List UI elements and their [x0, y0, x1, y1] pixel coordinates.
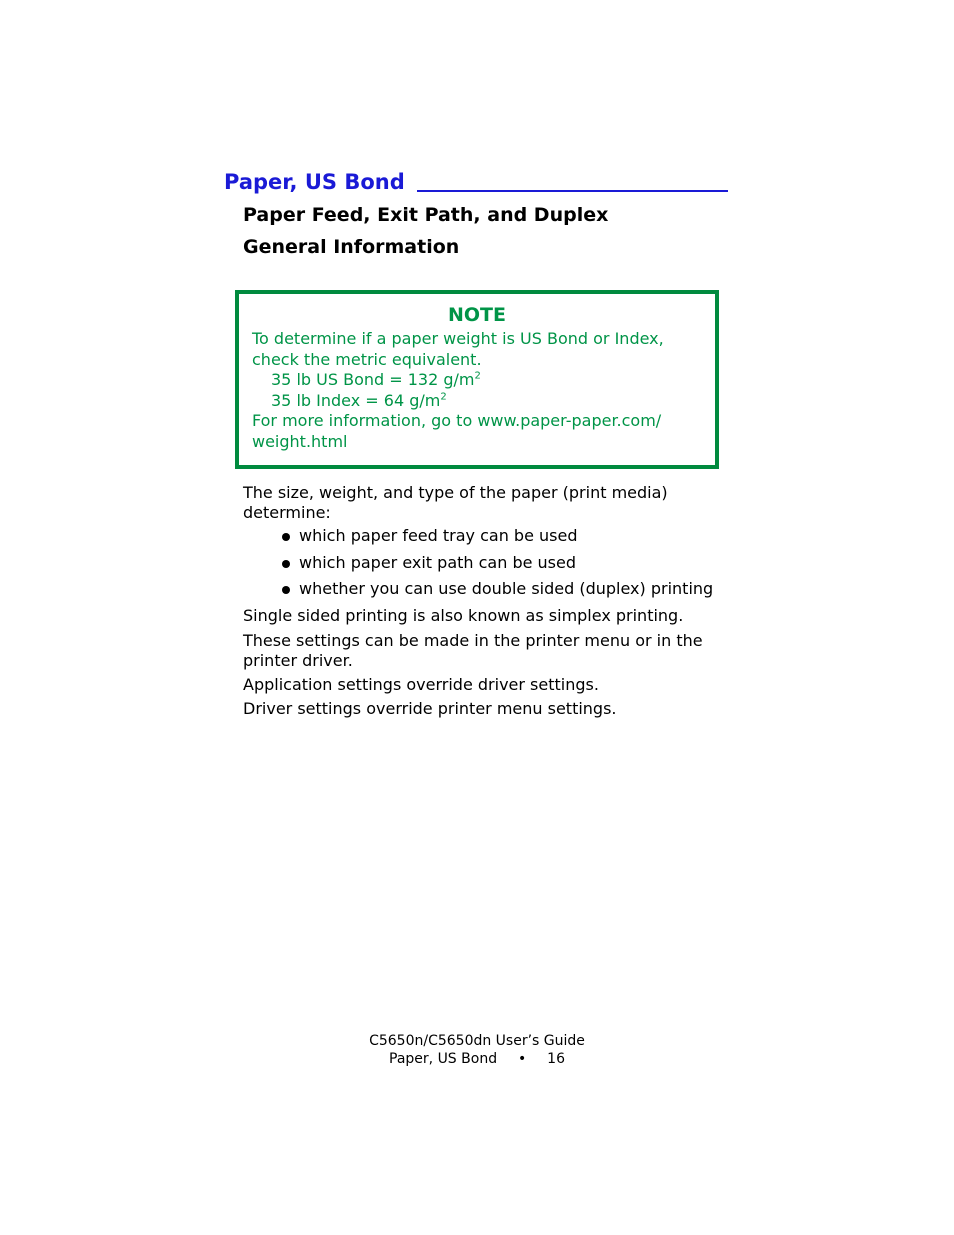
- simplex-paragraph: Single sided printing is also known as simplex printing.: [243, 606, 684, 625]
- note-box: [235, 290, 719, 469]
- settings-line: printer driver.: [243, 650, 353, 670]
- list-item-text: which paper exit path can be used: [299, 553, 577, 572]
- title-rule: [417, 190, 728, 192]
- note-line: check the metric equivalent.: [252, 349, 482, 369]
- note-more-info-link: weight.html: [252, 431, 348, 451]
- footer-section: Paper, US Bond: [389, 1050, 498, 1067]
- footer: [0, 1033, 954, 1068]
- index-equivalent-text: 35 lb Index = 64 g/m: [271, 390, 441, 410]
- superscript: 2: [474, 370, 481, 382]
- note-index-equivalent: [252, 391, 715, 412]
- driver-override-paragraph: Driver settings override printer menu settings.: [243, 699, 617, 718]
- footer-guide-name: C5650n/C5650dn User’s Guide: [369, 1033, 585, 1049]
- intro-paragraph: [243, 483, 668, 522]
- note-more-info: For more information, go to www.paper-paper.com/: [252, 411, 662, 430]
- note-bond-equivalent: [252, 370, 715, 391]
- bullet-icon: [282, 560, 290, 568]
- page-title: Paper, US Bond: [224, 170, 405, 194]
- note-line: To determine if a paper weight is US Bond or Index,: [252, 329, 664, 348]
- settings-line: These settings can be made in the printer menu or in the: [243, 631, 703, 650]
- footer-page-info: [0, 1051, 954, 1069]
- note-label: NOTE: [448, 304, 506, 326]
- bullet-icon: [282, 586, 290, 594]
- list-item-text: whether you can use double sided (duplex) printing: [299, 579, 714, 598]
- bullet-icon: [282, 533, 290, 541]
- page-title-block: [224, 168, 728, 196]
- settings-paragraph: [243, 631, 703, 670]
- note-body: [252, 329, 715, 452]
- footer-separator: •: [517, 1050, 527, 1067]
- application-override-paragraph: Application settings override driver settings.: [243, 675, 599, 694]
- list-item-text: which paper feed tray can be used: [299, 526, 578, 545]
- section-heading: Paper Feed, Exit Path, and Duplex: [243, 204, 609, 226]
- intro-line: determine:: [243, 502, 331, 522]
- intro-line: The size, weight, and type of the paper (print media): [243, 483, 668, 502]
- superscript: 2: [440, 391, 447, 403]
- subsection-heading: General Information: [243, 236, 460, 258]
- bond-equivalent-text: 35 lb US Bond = 132 g/m: [271, 370, 475, 389]
- footer-page-number: 16: [547, 1050, 565, 1067]
